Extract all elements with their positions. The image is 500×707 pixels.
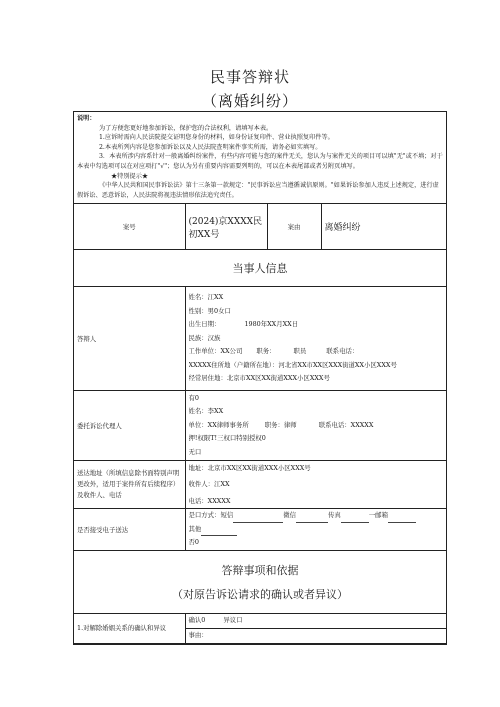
answer-form-table — [74, 204, 446, 644]
defendant-label: 答辩人 — [74, 286, 185, 390]
confirm-option[interactable]: 确认0 — [188, 616, 206, 625]
e-service-options — [185, 509, 446, 551]
work-unit[interactable]: 工作单位：XX公司 — [188, 347, 243, 356]
agent-phone[interactable]: 联系电话：XXXXX — [318, 420, 374, 429]
service-address[interactable]: 地址：北京市XX区XX街道XXX小区XXX号 — [188, 463, 311, 472]
defendant-birth — [189, 318, 444, 332]
instructions-block — [74, 112, 446, 204]
e-service-row — [74, 509, 446, 551]
instructions-heading: 说明： — [77, 115, 96, 122]
service-recipient[interactable]: 收件人：江XX — [188, 480, 230, 489]
other-label: 其他 — [188, 524, 202, 533]
defendant-ethnicity[interactable]: 民族：汉族 — [188, 333, 221, 342]
e-service-methods — [189, 509, 444, 523]
other-field[interactable] — [201, 535, 237, 536]
defense-section-heading: 答辩事项和依据 — [221, 563, 299, 577]
instruction-1: 1.应诉时需向人民法院提交证明您身份的材料，如身份证复印件、营业执照复印件等。 — [99, 134, 334, 142]
e-service-no[interactable]: 否0 — [188, 538, 199, 547]
special-notice-heading: ★特别提示★ — [111, 172, 149, 180]
divorce-item-label: 1.对解除婚姻关系的确认和异议 — [74, 613, 185, 643]
e-service-yes[interactable]: 是口方式：短信 — [188, 511, 234, 520]
agent-position[interactable]: 职务：律师 — [264, 420, 297, 429]
defendant-name[interactable]: 姓名：江XX — [188, 293, 224, 302]
e-service-label: 是否接受电子送达 — [74, 509, 185, 551]
agent-has[interactable]: 有0 — [188, 393, 199, 402]
defendant-habitual-residence[interactable]: 经常居住地：北京市XX区XX街道XXX小区XXX号 — [188, 374, 330, 383]
agent-name[interactable]: 姓名：李XX — [188, 407, 224, 416]
special-notice-text: 《中华人民共和国民事诉讼法》第十三条第一款规定："民事诉讼应当遵循诚信原则。"如果诉讼参加人违反上述规定，进行虚假诉讼、恶意诉讼，人民法院将视违法情形依法追究责任。 — [77, 182, 439, 199]
service-row — [74, 461, 446, 509]
divorce-item-row — [74, 613, 446, 643]
defendant-residence[interactable]: XXXXX住所地（户籍所在地）：河北省XX市XX区XXX街道XX小区XXX号 — [188, 360, 397, 369]
position-label: 职务： — [256, 347, 276, 356]
email-label: 一邮箱 — [368, 511, 388, 520]
defendant-gender[interactable]: 性别：男0女口 — [188, 306, 231, 315]
instruction-2: 2.本表所列内容是您参加诉讼以及人民法院查明案件事实所需，请务必如实填写。 — [99, 143, 322, 151]
service-info — [185, 461, 446, 509]
email-field[interactable] — [388, 522, 416, 523]
fax-field[interactable] — [341, 522, 369, 523]
party-section-row — [74, 249, 446, 286]
agent-label: 委托诉讼代理人 — [74, 390, 185, 461]
wechat-label: 微信 — [283, 511, 297, 520]
sms-field[interactable] — [233, 522, 283, 523]
agent-unit[interactable]: 单位：XX律师事务所 — [188, 420, 249, 429]
case-cause-value[interactable]: 离婚纠纷 — [321, 204, 446, 249]
agent-none[interactable]: 无口 — [188, 447, 202, 456]
agent-unit-row — [189, 419, 444, 433]
agent-info — [185, 390, 446, 461]
divorce-choice-row — [186, 614, 447, 629]
party-section-heading: 当事人信息 — [74, 249, 446, 286]
instruction-3: 3．本表所涉内容系针对一般离婚纠纷案件，有些内容可能与您的案件无关，您认为与案件无关的项目可以填"无"或不填；对于本表中勾选项可以在对应项打"√"；您认为另有重要内容需要列明的，可以在本表尾部或者另附页填写。 — [77, 153, 443, 170]
defense-section-subheading: （对原告诉讼请求的确认或者异议） — [172, 587, 348, 601]
position-value[interactable]: 职员 — [293, 347, 307, 356]
defendant-info — [185, 286, 446, 390]
defense-section-cell — [74, 550, 446, 613]
document-title: 民事答辩状 — [209, 68, 290, 86]
defense-section-row — [74, 550, 446, 613]
service-phone[interactable]: 电话：XXXXX — [188, 496, 231, 505]
defendant-row — [74, 286, 446, 390]
fax-label: 传真 — [328, 511, 341, 520]
divorce-item-options — [185, 613, 446, 643]
divorce-reason[interactable]: 事由： — [188, 630, 208, 639]
agent-row — [74, 390, 446, 461]
case-cause-label: 案由 — [267, 204, 321, 249]
agent-authority[interactable]: 押!权限T!三权口特别授权0 — [188, 434, 266, 443]
service-label: 送达地址（所填信息除书面特别声明更改外，适用于案件所有后续程序）及收件人、电话 — [74, 461, 185, 509]
document-subtitle: （离婚纠纷） — [201, 92, 298, 110]
case-row — [74, 204, 446, 249]
case-number-label: 案号 — [74, 204, 185, 249]
birth-value[interactable]: 1980年XX月XX日 — [244, 320, 299, 329]
object-option[interactable]: 异议口 — [223, 616, 243, 625]
phone-label: 联系电话： — [326, 347, 359, 356]
birth-label: 出生日期： — [188, 320, 221, 329]
instruction-intro: 为了方便您更好地参加诉讼，保护您的合法权利，请填写本表。 — [99, 124, 273, 132]
wechat-field[interactable] — [296, 522, 328, 523]
defendant-work — [189, 345, 444, 359]
e-service-other-row — [189, 523, 444, 537]
case-number-value[interactable]: (2024)京XXXX民初XX号 — [185, 204, 267, 249]
form-frame — [73, 111, 447, 645]
